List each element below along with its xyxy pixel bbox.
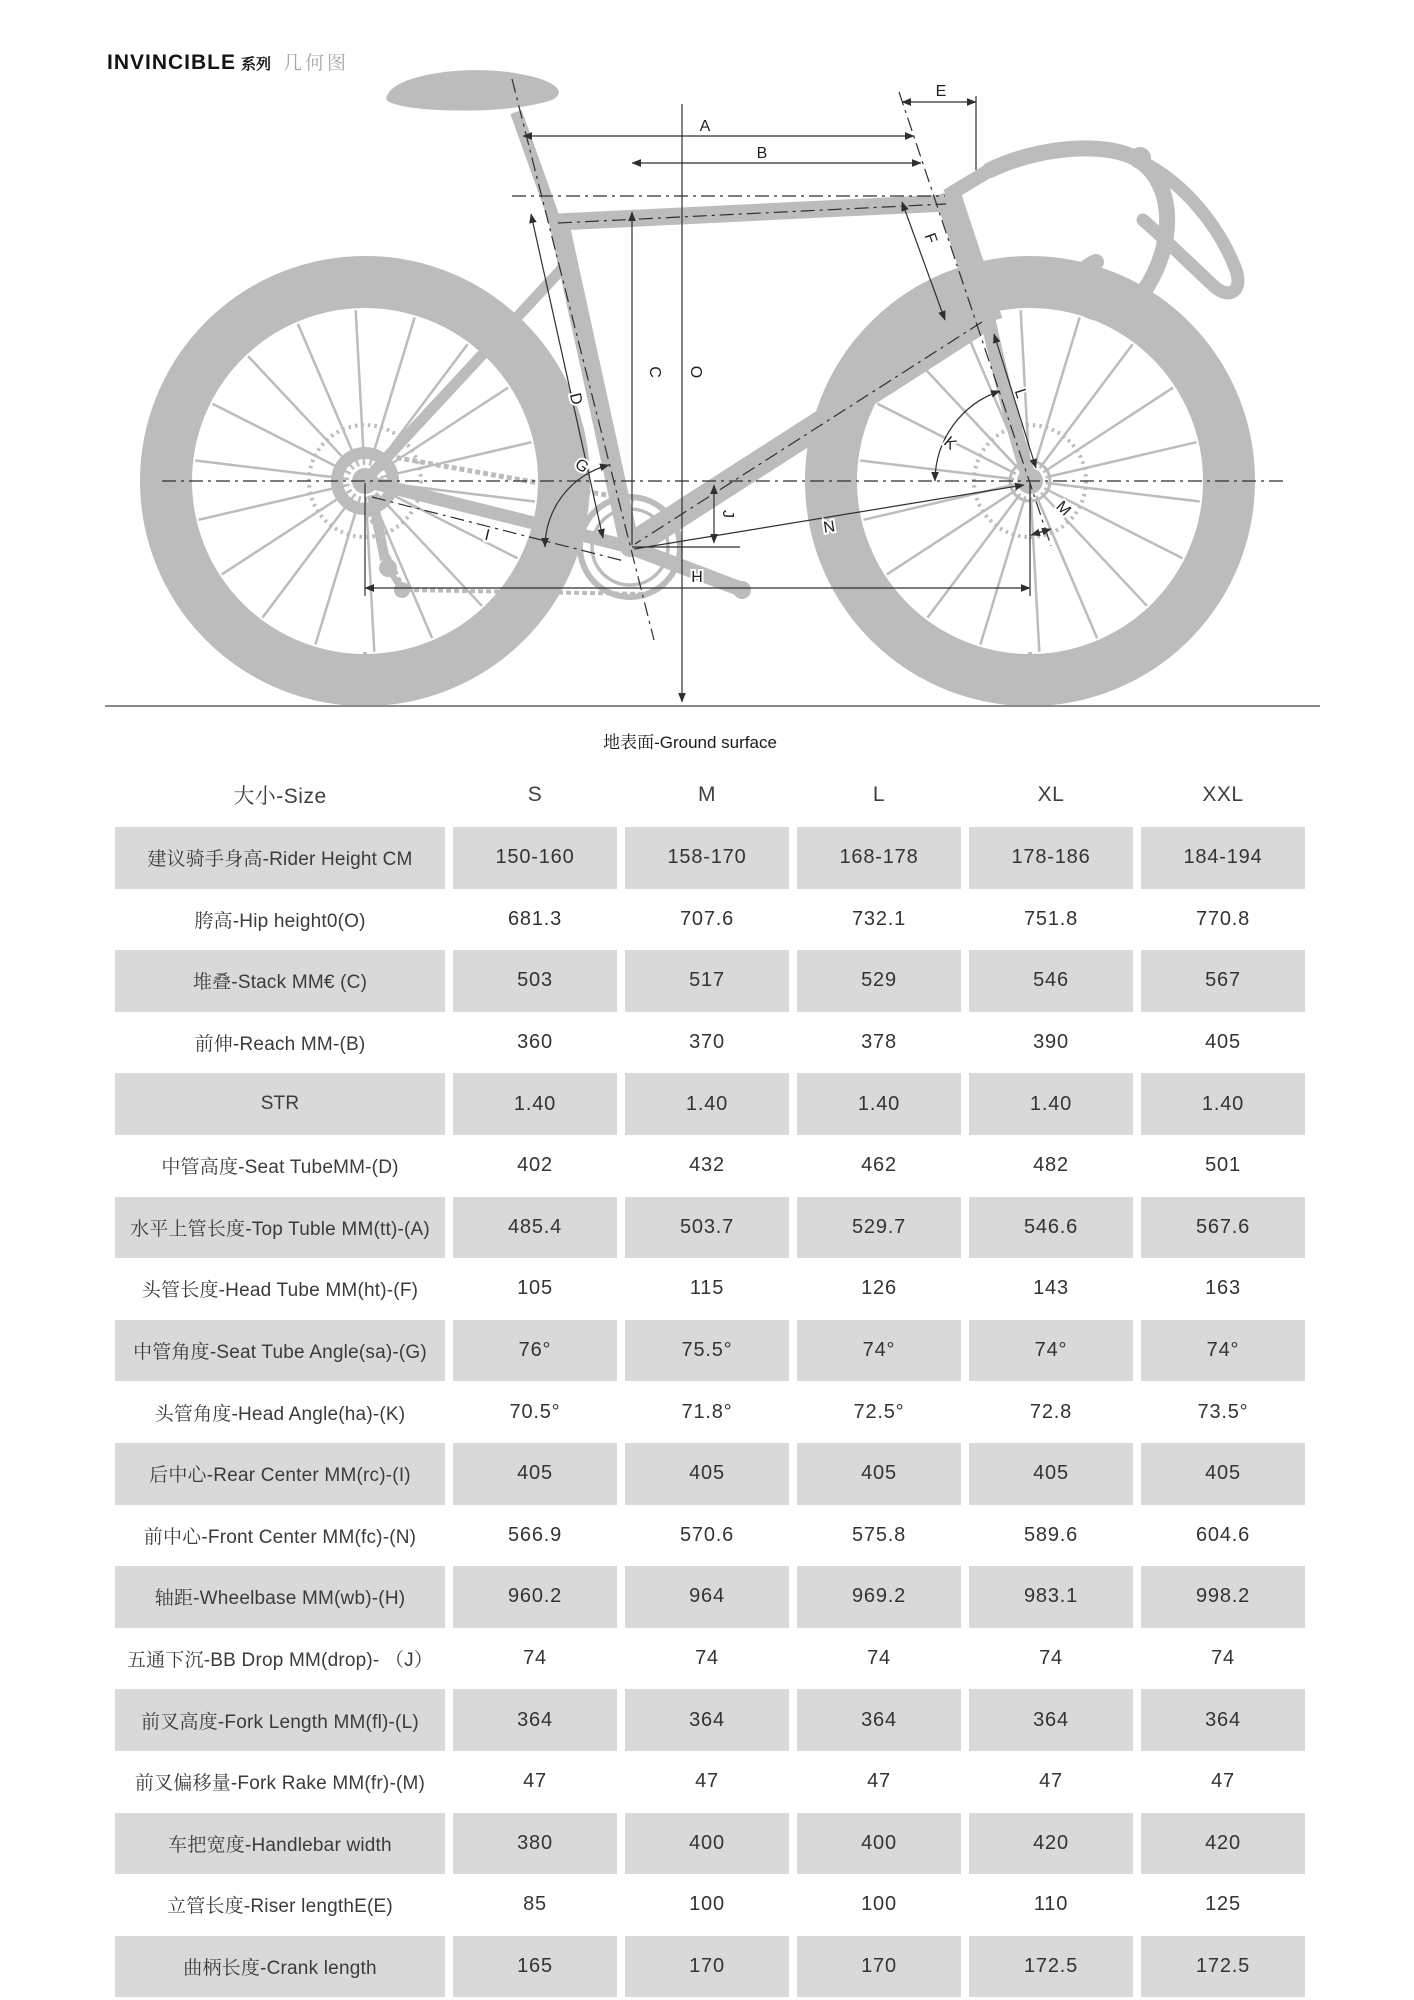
row-label: 五通下沉-BB Drop MM(drop)- （J） [126, 1650, 434, 1672]
row-value: 163 [1205, 1277, 1241, 1300]
row-label: 后中心-Rear Center MM(rc)-(I) [115, 1443, 445, 1505]
table-row [115, 1628, 1305, 1690]
row-value: 370 [689, 1031, 725, 1054]
row-value: 503.7 [625, 1197, 789, 1259]
row-value: 567.6 [1141, 1197, 1305, 1259]
row-value: 364 [969, 1689, 1133, 1751]
row-value: 378 [861, 1031, 897, 1054]
seatpost [516, 112, 556, 224]
row-value: 402 [517, 1154, 553, 1177]
table-header [115, 763, 1305, 827]
table-row [115, 1012, 1305, 1074]
size-col-s: S [527, 783, 543, 806]
dim-K-head-angle-arc [935, 391, 1000, 481]
row-value: 184-194 [1141, 827, 1305, 889]
table-row [115, 1135, 1305, 1197]
dim-letter-G: G [571, 455, 592, 477]
row-value: 364 [453, 1689, 617, 1751]
dim-letter-I: I [482, 526, 492, 545]
row-label: 堆叠-Stack MM€ (C) [115, 950, 445, 1012]
row-value: 100 [861, 1893, 897, 1916]
row-value: 110 [1033, 1893, 1069, 1916]
table-row [115, 1381, 1305, 1443]
dim-letter-O: O [687, 365, 704, 379]
row-value: 570.6 [679, 1523, 735, 1546]
row-value: 529.7 [797, 1197, 961, 1259]
row-value: 360 [517, 1031, 553, 1054]
row-label: 中管角度-Seat Tube Angle(sa)-(G) [115, 1320, 445, 1382]
row-label: 前叉偏移量-Fork Rake MM(fr)-(M) [134, 1773, 426, 1795]
table-row [115, 1936, 1305, 1998]
row-value: 1.40 [453, 1073, 617, 1135]
top-tube [558, 203, 947, 222]
row-value: 998.2 [1141, 1566, 1305, 1628]
row-value: 47 [1211, 1770, 1235, 1793]
row-value: 168-178 [797, 827, 961, 889]
row-value: 74 [1211, 1647, 1235, 1670]
row-value: 47 [867, 1770, 891, 1793]
saddle [386, 70, 559, 110]
row-value: 501 [1205, 1154, 1241, 1177]
row-value: 546 [969, 950, 1133, 1012]
row-value: 364 [1141, 1689, 1305, 1751]
size-col-l: L [872, 783, 886, 806]
row-value: 74° [1141, 1320, 1305, 1382]
row-value: 150-160 [453, 827, 617, 889]
row-value: 85 [523, 1893, 547, 1916]
row-value: 74 [867, 1647, 891, 1670]
row-label: 中管高度-Seat TubeMM-(D) [161, 1157, 399, 1179]
row-value: 405 [797, 1443, 961, 1505]
dim-letter-M: M [1052, 498, 1074, 520]
table-row [115, 1073, 1305, 1135]
row-value: 575.8 [851, 1523, 907, 1546]
brand-name: INVINCIBLE [107, 51, 237, 74]
dim-letter-K: K [940, 433, 960, 454]
row-value: 432 [689, 1154, 725, 1177]
row-value: 72.8 [1029, 1400, 1073, 1423]
row-value: 170 [625, 1936, 789, 1998]
size-col-xl: XL [1037, 783, 1065, 806]
row-value: 960.2 [453, 1566, 617, 1628]
row-value: 47 [523, 1770, 547, 1793]
row-label: 建议骑手身高-Rider Height CM [115, 827, 445, 889]
row-value: 405 [1205, 1031, 1241, 1054]
row-value: 71.8° [681, 1400, 733, 1423]
row-value: 1.40 [969, 1073, 1133, 1135]
row-label: 轴距-Wheelbase MM(wb)-(H) [115, 1566, 445, 1628]
row-value: 707.6 [679, 907, 735, 930]
row-value: 529 [797, 950, 961, 1012]
row-label: 前中心-Front Center MM(fc)-(N) [143, 1526, 417, 1548]
dim-letter-F: F [920, 230, 940, 246]
dim-letter-B: B [756, 145, 768, 162]
table-row [115, 1443, 1305, 1505]
row-value: 47 [1039, 1770, 1063, 1793]
row-value: 74 [1039, 1647, 1063, 1670]
row-value: 390 [1033, 1031, 1069, 1054]
row-value: 75.5° [625, 1320, 789, 1382]
row-value: 420 [1141, 1813, 1305, 1875]
row-value: 969.2 [797, 1566, 961, 1628]
row-value: 74 [695, 1647, 719, 1670]
row-value: 70.5° [509, 1400, 561, 1423]
pedal-spindle [733, 581, 751, 599]
table-row [115, 1197, 1305, 1259]
row-value: 172.5 [969, 1936, 1133, 1998]
row-value: 47 [695, 1770, 719, 1793]
row-value: 115 [689, 1277, 725, 1300]
row-value: 380 [453, 1813, 617, 1875]
row-label: 车把宽度-Handlebar width [115, 1813, 445, 1875]
size-header-label: 大小-Size [233, 785, 327, 808]
row-value: 681.3 [507, 907, 563, 930]
table-row [115, 827, 1305, 889]
row-label: 曲柄长度-Crank length [115, 1936, 445, 1998]
row-value: 770.8 [1195, 907, 1251, 930]
row-value: 983.1 [969, 1566, 1133, 1628]
size-col-xxl: XXL [1202, 783, 1244, 806]
row-value: 567 [1141, 950, 1305, 1012]
table-row [115, 950, 1305, 1012]
row-value: 462 [861, 1154, 897, 1177]
table-row [115, 1874, 1305, 1936]
dimension-lines [162, 79, 1284, 702]
series-label: 系列 [241, 56, 272, 73]
table-row [115, 1813, 1305, 1875]
table-row [115, 1258, 1305, 1320]
row-value: 126 [861, 1277, 897, 1300]
row-value: 178-186 [969, 827, 1133, 889]
row-value: 964 [625, 1566, 789, 1628]
table-row [115, 1505, 1305, 1567]
row-value: 158-170 [625, 827, 789, 889]
row-value: 751.8 [1023, 907, 1079, 930]
row-value: 566.9 [507, 1523, 563, 1546]
row-value: 76° [453, 1320, 617, 1382]
jockey-wheel-upper [379, 559, 397, 577]
row-value: 420 [969, 1813, 1133, 1875]
table-row [115, 1689, 1305, 1751]
geometry-table-rows [115, 827, 1305, 1997]
row-value: 125 [1205, 1893, 1241, 1916]
row-value: 405 [969, 1443, 1133, 1505]
row-value: 405 [453, 1443, 617, 1505]
geometry-table [115, 763, 1305, 1997]
table-row [115, 1320, 1305, 1382]
table-row [115, 889, 1305, 951]
row-value: 546.6 [969, 1197, 1133, 1259]
row-value: 364 [797, 1689, 961, 1751]
row-value: 604.6 [1195, 1523, 1251, 1546]
bike-geometry-diagram [0, 0, 1414, 760]
dim-letter-H: H [691, 569, 703, 586]
row-label: 胯高-Hip height0(O) [194, 910, 366, 932]
geometry-chart-label: 几何图 [283, 53, 350, 74]
row-value: 100 [689, 1893, 725, 1916]
row-value: 732.1 [851, 907, 907, 930]
row-value: 72.5° [853, 1400, 905, 1423]
row-value: 485.4 [453, 1197, 617, 1259]
row-label: 前叉高度-Fork Length MM(fl)-(L) [115, 1689, 445, 1751]
row-value: 105 [517, 1277, 553, 1300]
row-value: 405 [1141, 1443, 1305, 1505]
row-value: 1.40 [1141, 1073, 1305, 1135]
size-col-m: M [698, 783, 716, 806]
row-label: 前伸-Reach MM-(B) [194, 1034, 366, 1056]
row-value: 73.5° [1197, 1400, 1249, 1423]
row-value: 74 [523, 1647, 547, 1670]
row-value: 165 [453, 1936, 617, 1998]
row-label: STR [115, 1073, 445, 1135]
row-value: 364 [625, 1689, 789, 1751]
row-value: 170 [797, 1936, 961, 1998]
row-value: 400 [625, 1813, 789, 1875]
row-label: 立管长度-Riser lengthE(E) [167, 1896, 393, 1918]
row-value: 517 [625, 950, 789, 1012]
row-value: 1.40 [625, 1073, 789, 1135]
dim-letter-A: A [699, 118, 711, 135]
row-label: 水平上管长度-Top Tuble MM(tt)-(A) [115, 1197, 445, 1259]
dim-letter-E: E [935, 83, 947, 100]
dim-letter-N: N [822, 518, 837, 537]
row-value: 405 [625, 1443, 789, 1505]
row-label: 头管角度-Head Angle(ha)-(K) [154, 1403, 406, 1425]
dim-letter-D: D [565, 391, 585, 407]
dim-letter-J: J [719, 510, 736, 518]
table-row [115, 1751, 1305, 1813]
row-value: 74° [969, 1320, 1133, 1382]
dim-letter-L: L [1010, 386, 1030, 401]
table-row [115, 1566, 1305, 1628]
dim-letter-C: C [646, 366, 663, 378]
ground-surface-label: 地表面-Ground surface [603, 733, 777, 752]
row-value: 143 [1033, 1277, 1069, 1300]
row-value: 74° [797, 1320, 961, 1382]
brake-hood [1129, 147, 1151, 169]
row-value: 1.40 [797, 1073, 961, 1135]
row-label: 头管长度-Head Tube MM(ht)-(F) [141, 1280, 419, 1302]
row-value: 503 [453, 950, 617, 1012]
row-value: 400 [797, 1813, 961, 1875]
row-value: 172.5 [1141, 1936, 1305, 1998]
row-value: 482 [1033, 1154, 1069, 1177]
row-value: 589.6 [1023, 1523, 1079, 1546]
